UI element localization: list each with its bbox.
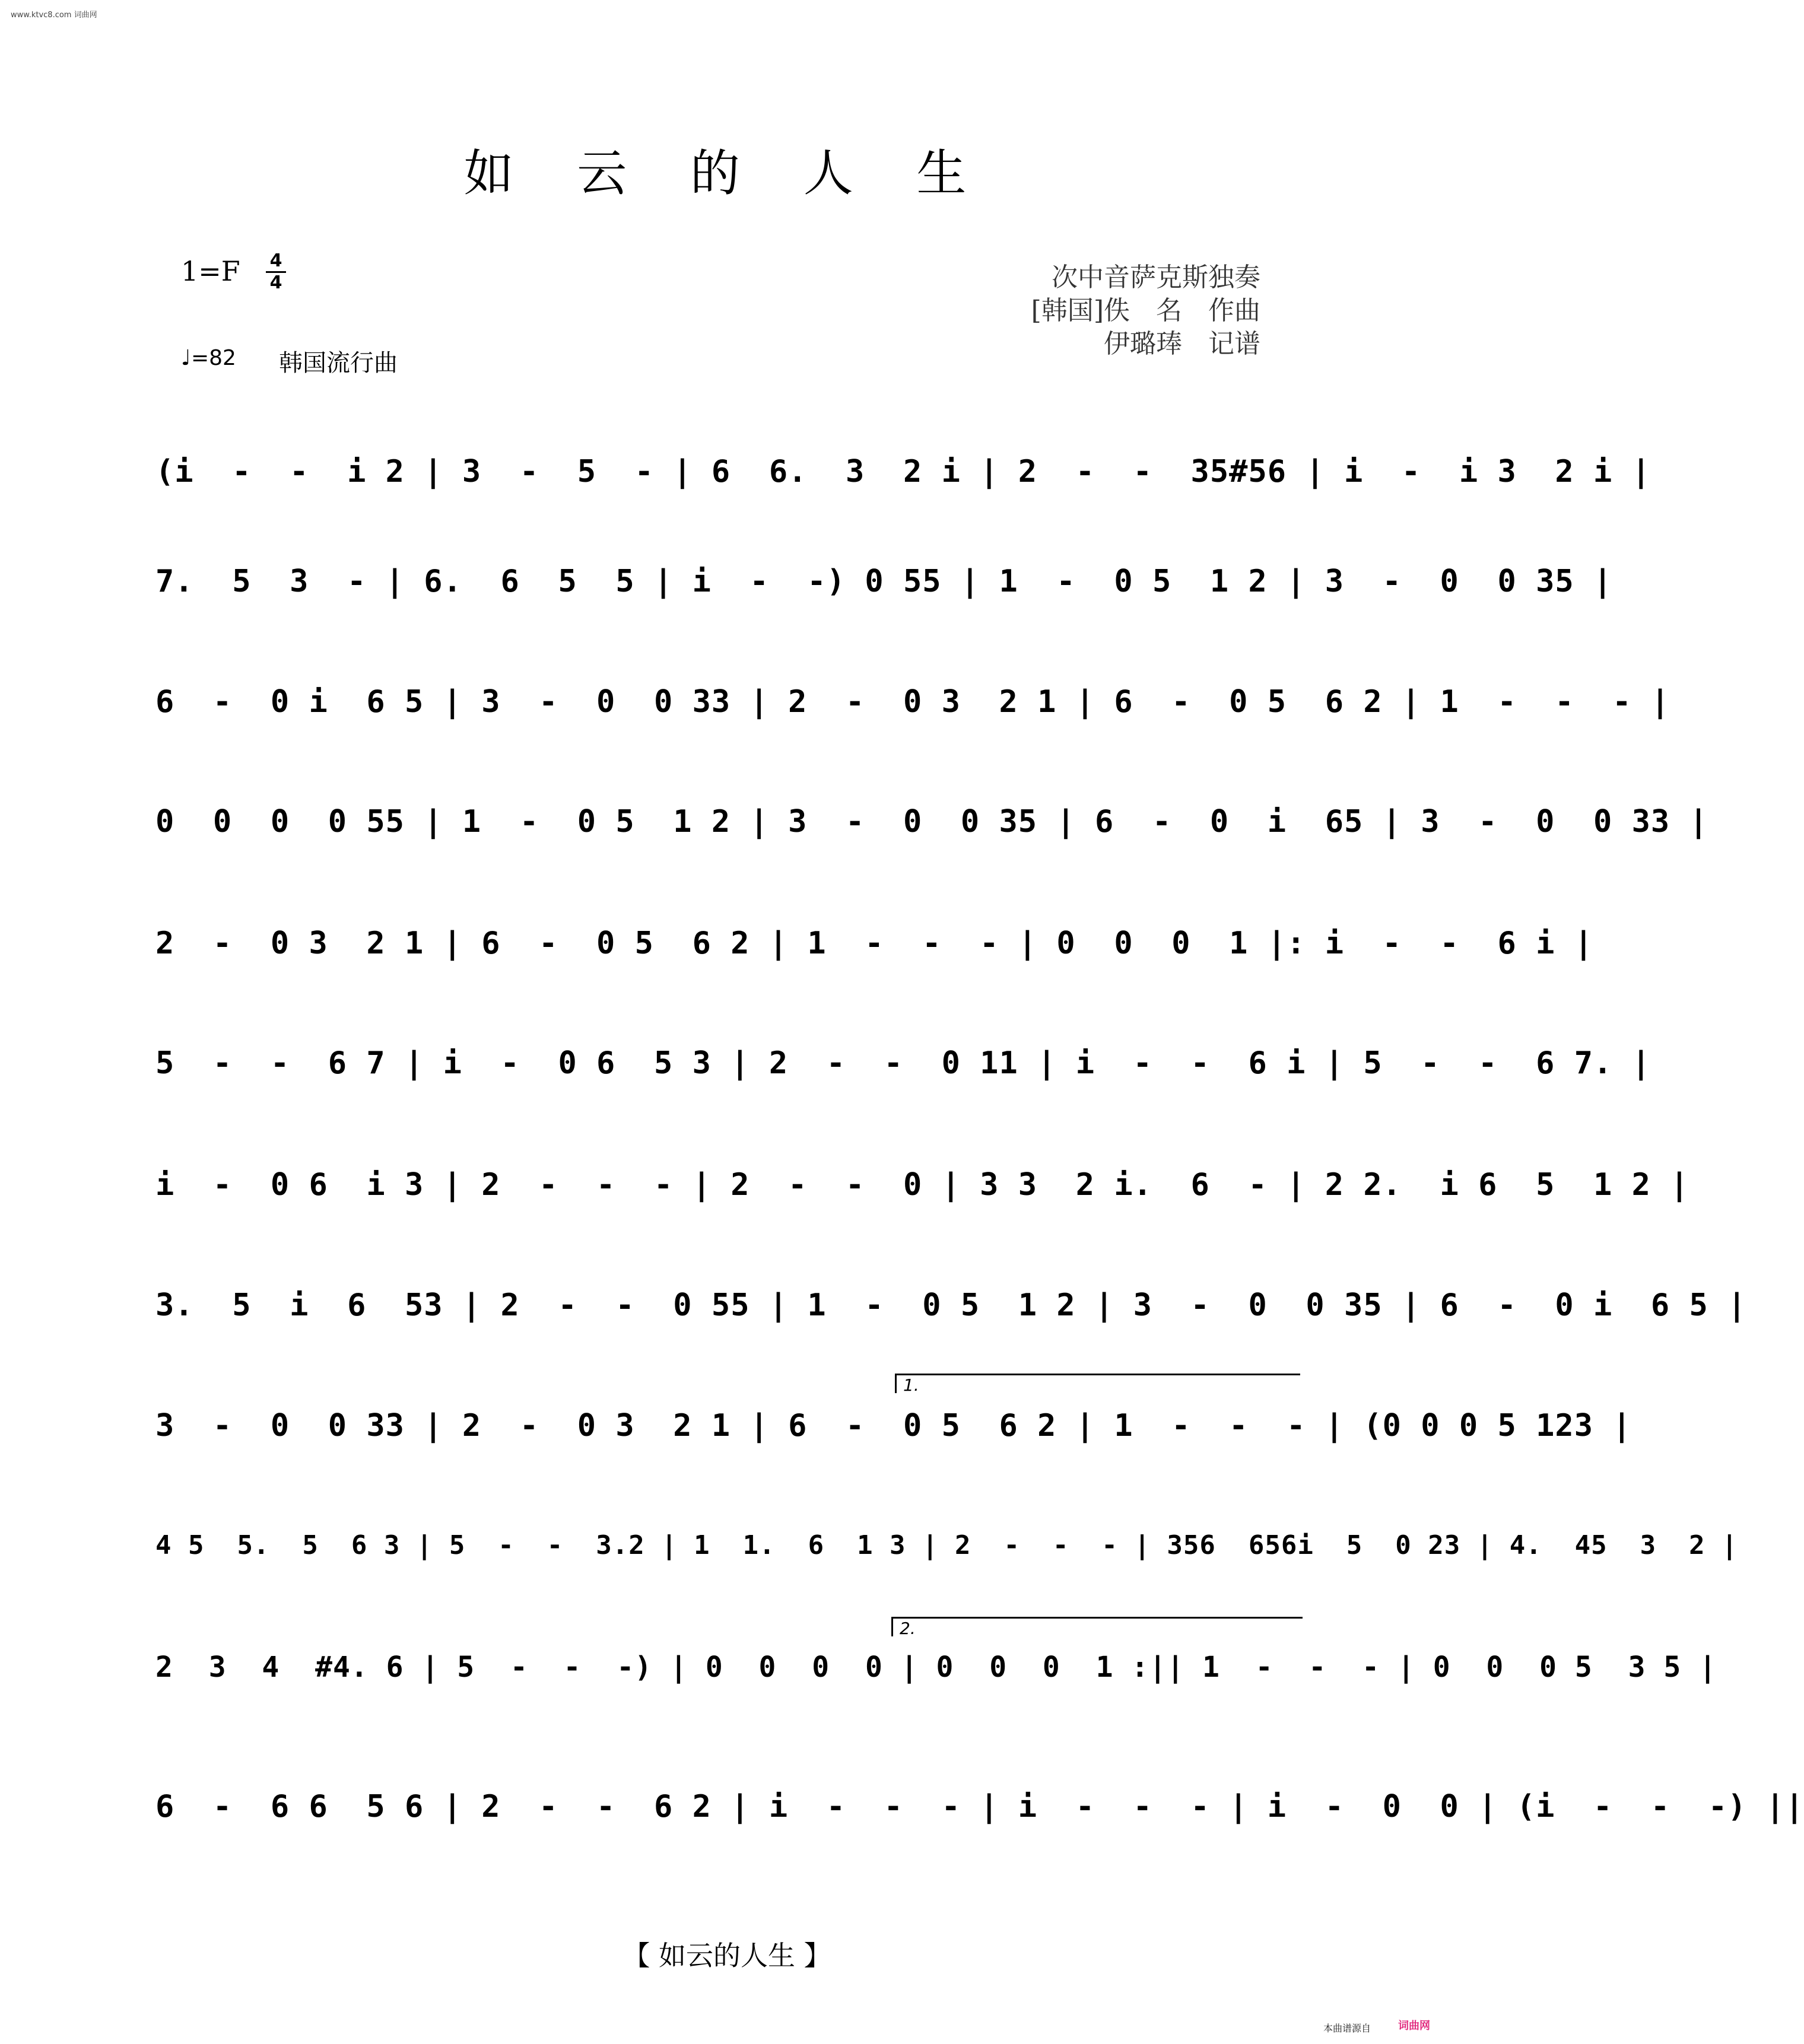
tempo-marking: ♩=82 xyxy=(181,346,236,370)
side-watermark xyxy=(0,0,8,2044)
second-ending-label: 2. xyxy=(900,1619,916,1638)
score-line: 0 0 0 0 55 | 1 - 0 5 1 2 | 3 - 0 0 35 | 6 - 0 i 65 | 3 - 0 0 33 | xyxy=(155,804,1708,840)
second-ending-bracket xyxy=(891,1617,1303,1636)
score-line: 6 - 6 6 5 6 | 2 - - 6 2 | i - - - | i - - - | i - 0 0 | (i - - -) || xyxy=(155,1789,1804,1824)
side-watermark xyxy=(1446,0,1454,2044)
time-signature xyxy=(266,252,286,292)
source-badge-text: 本曲谱源自 xyxy=(1323,2023,1371,2034)
site-logo[interactable]: 词曲网 xyxy=(1398,2020,1430,2032)
time-signature-bottom: 4 xyxy=(269,272,282,293)
time-signature-top: 4 xyxy=(269,250,282,271)
footer-title: 【 如云的人生 】 xyxy=(622,1940,831,1972)
key-signature: 1=F xyxy=(181,255,240,287)
first-ending-label: 1. xyxy=(903,1375,919,1395)
credit-line: 次中音萨克斯独奏 xyxy=(1052,262,1260,293)
score-line: 7. 5 3 - | 6. 6 5 5 | i - -) 0 55 | 1 - 0 5 1 2 | 3 - 0 0 35 | xyxy=(155,564,1613,599)
site-header: www.ktvc8.com 词曲网 xyxy=(11,11,97,20)
credits xyxy=(1031,261,1260,361)
score-line: 3 - 0 0 33 | 2 - 0 3 2 1 | 6 - 0 5 6 2 | 1 - - - | (0 0 0 5 123 | xyxy=(155,1408,1632,1444)
score-line: 4 5 5. 5 6 3 | 5 - - 3.2 | 1 1. 6 1 3 | 2 - - - | 356 656i 5 0 23 | 4. 45 3 2 | xyxy=(155,1530,1738,1560)
credit-line: 伊璐琫 记谱 xyxy=(1104,329,1260,359)
score-line: (i - - i 2 | 3 - 5 - | 6 6. 3 2 i | 2 - - 35#56 | i - i 3 2 i | xyxy=(155,454,1651,489)
score-line: 6 - 0 i 6 5 | 3 - 0 0 33 | 2 - 0 3 2 1 | 6 - 0 5 6 2 | 1 - - - | xyxy=(155,684,1670,720)
score-line: i - 0 6 i 3 | 2 - - - | 2 - - 0 | 3 3 2 i. 6 - | 2 2. i 6 5 1 2 | xyxy=(155,1167,1689,1203)
genre-label: 韩国流行曲 xyxy=(279,349,398,377)
song-title: 如 云 的 人 生 xyxy=(463,144,990,202)
first-ending-bracket xyxy=(895,1374,1300,1393)
score-line: 5 - - 6 7 | i - 0 6 5 3 | 2 - - 0 11 | i - - 6 i | 5 - - 6 7. | xyxy=(155,1045,1651,1081)
score-line: 3. 5 i 6 53 | 2 - - 0 55 | 1 - 0 5 1 2 | 3 - 0 0 35 | 6 - 0 i 6 5 | xyxy=(155,1288,1747,1323)
score-line: 2 - 0 3 2 1 | 6 - 0 5 6 2 | 1 - - - | 0 0 0 1 |: i - - 6 i | xyxy=(155,926,1593,961)
score-line: 2 3 4 #4. 6 | 5 - - -) | 0 0 0 0 | 0 0 0 1 :|| 1 - - - | 0 0 0 5 3 5 | xyxy=(155,1651,1717,1684)
credit-line: [韩国]佚 名 作曲 xyxy=(1031,295,1260,326)
